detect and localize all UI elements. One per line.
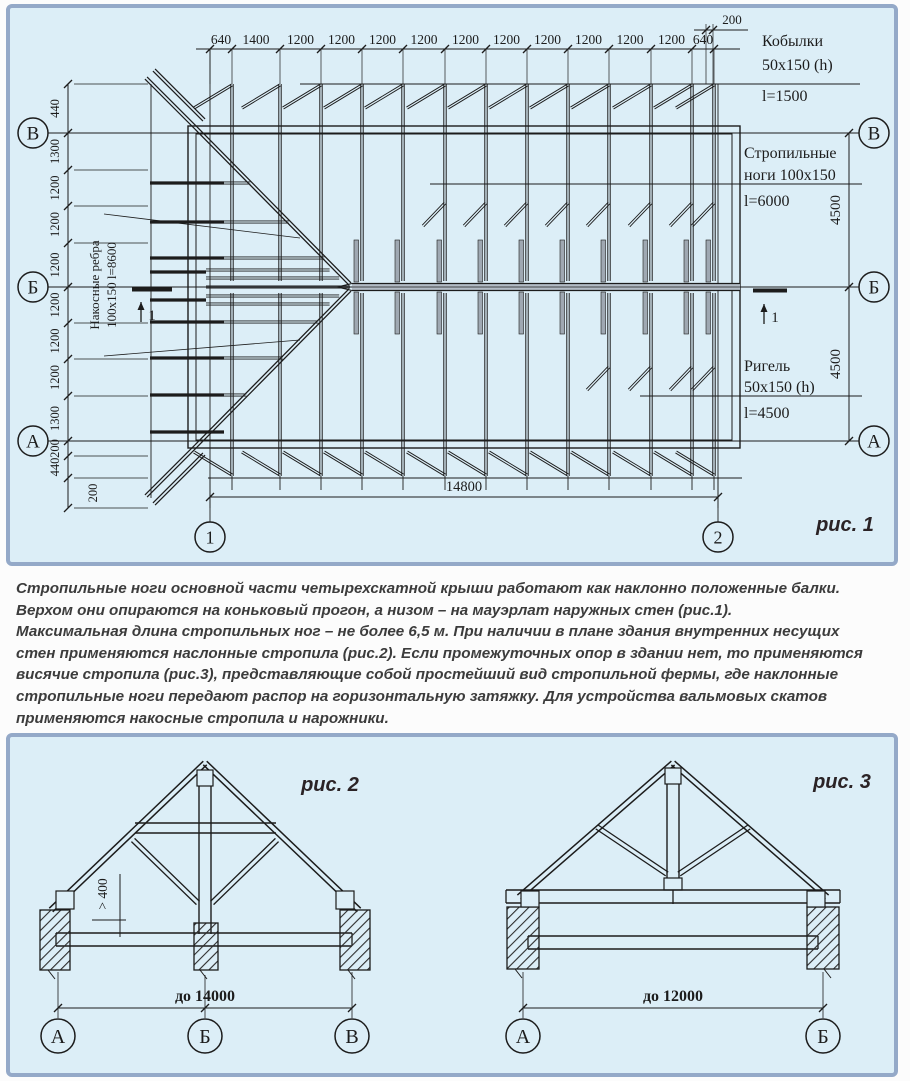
dim-label: 440: [48, 457, 62, 477]
description-line: Максимальная длина стропильных ног – не более 6,5 м. При наличии в плане здания внутренних несущих: [16, 623, 840, 641]
axis-letter: Б: [817, 1026, 829, 1048]
dim-label: 1200: [452, 32, 479, 47]
span-dim-label: до 14000: [174, 988, 236, 1005]
dim-label: 440: [48, 99, 62, 118]
fig2-fig3-panel: [6, 733, 898, 1077]
dim-label: 200: [86, 483, 100, 503]
dim-label: 200: [48, 439, 62, 458]
fig2-truss: [40, 761, 370, 1053]
axis-letter: В: [345, 1026, 359, 1048]
fig1-title: рис. 1: [816, 514, 874, 536]
dimension-bottom: [206, 478, 722, 508]
dim-label: 1400: [242, 32, 270, 47]
kobylki-label: Кобылки: [762, 33, 824, 50]
section-number: 1: [148, 308, 156, 324]
dim-label: 1200: [48, 252, 62, 278]
axis-letter: 2: [713, 527, 723, 548]
axis-letter: Б: [27, 277, 39, 299]
dim-label: 4500: [828, 195, 844, 225]
dim-label: 14800: [445, 479, 483, 495]
axis-letter: А: [26, 431, 40, 453]
axis-letter: В: [867, 123, 881, 145]
description-line: стен применяются наслонные стропила (рис.2). Если промежуточных опор в здании нет, то применяются: [16, 644, 863, 662]
dim-label: 1200: [658, 32, 685, 47]
axis-letter: Б: [868, 277, 880, 299]
dim-label: 4500: [828, 349, 844, 379]
dim-label: 1200: [48, 365, 62, 390]
dim-label: 1200: [493, 32, 520, 47]
fig1-roof-plan-drawing: [10, 8, 894, 562]
section-number: 1: [771, 310, 779, 326]
description-line: висячие стропила (рис.3), представляющие собой простейший вид стропильной фермы, где наклонные: [16, 666, 839, 684]
rafter-legs-label: ноги 100x150: [744, 167, 836, 184]
axis-letter: А: [867, 431, 881, 453]
height-dim-label: > 400: [95, 878, 110, 910]
dim-label: 1200: [48, 292, 62, 318]
dim-label: 1200: [287, 32, 314, 47]
dim-label: 200: [722, 12, 742, 27]
hip-ribs-label: Накосные ребра: [87, 240, 102, 330]
rafter-legs-label: Стропильные: [744, 145, 837, 162]
axis-letter: Б: [199, 1026, 211, 1048]
description-line: Верхом они опираются на коньковый прогон, а низом – на мауэрлат наружных стен (рис.1).: [16, 601, 733, 619]
dim-label: 1200: [328, 32, 355, 47]
dim-label: 1200: [48, 328, 62, 354]
description-line: Стропильные ноги основной части четырехскатной крыши работают как наклонно положенные балки.: [16, 580, 840, 597]
axis-letter: В: [26, 123, 40, 145]
description-line: стропильные ноги передают распор на горизонтальную затяжку. Для устройства вальмовых скатов: [16, 687, 828, 705]
axis-letter: 1: [205, 527, 215, 548]
dim-label: 1200: [48, 175, 62, 201]
rigel-label: 50x150 (h): [744, 379, 815, 396]
fig3-title: рис. 3: [813, 771, 871, 793]
ridge-beam: [337, 284, 740, 291]
rigel-label: Ригель: [744, 358, 791, 375]
dimension-chain-top: [196, 12, 748, 84]
dim-label: 640: [210, 32, 232, 47]
dim-label: 1300: [48, 139, 62, 164]
truss-sections-drawing: [10, 737, 894, 1073]
rigel-label: l=4500: [744, 405, 790, 422]
dim-label: 1200: [534, 32, 561, 47]
dim-label: 1200: [369, 32, 396, 47]
kobylki-label: 50x150 (h): [762, 57, 833, 74]
description-line: применяются накосные стропила и нарожники.: [16, 709, 389, 727]
kobylki-label: l=1500: [762, 88, 808, 105]
dim-label: 1300: [48, 406, 62, 431]
dim-label: 640: [692, 32, 714, 47]
fig3-truss: [506, 761, 871, 1053]
span-dim-label: до 12000: [642, 988, 704, 1005]
fig1-panel: [6, 4, 898, 566]
axis-letter: А: [515, 1026, 531, 1048]
description-text: [16, 578, 904, 729]
callout-labels: [87, 33, 836, 422]
dim-label: 1200: [616, 32, 644, 47]
fig2-title: рис. 2: [301, 774, 359, 796]
dim-label: 1200: [48, 212, 62, 237]
rafter-legs-label: l=6000: [744, 193, 790, 210]
dim-label: 1200: [575, 32, 602, 47]
dim-label: 1200: [410, 32, 438, 47]
hip-ribs-label: 100x150 l=8600: [104, 242, 119, 328]
axis-letter: А: [50, 1026, 66, 1048]
